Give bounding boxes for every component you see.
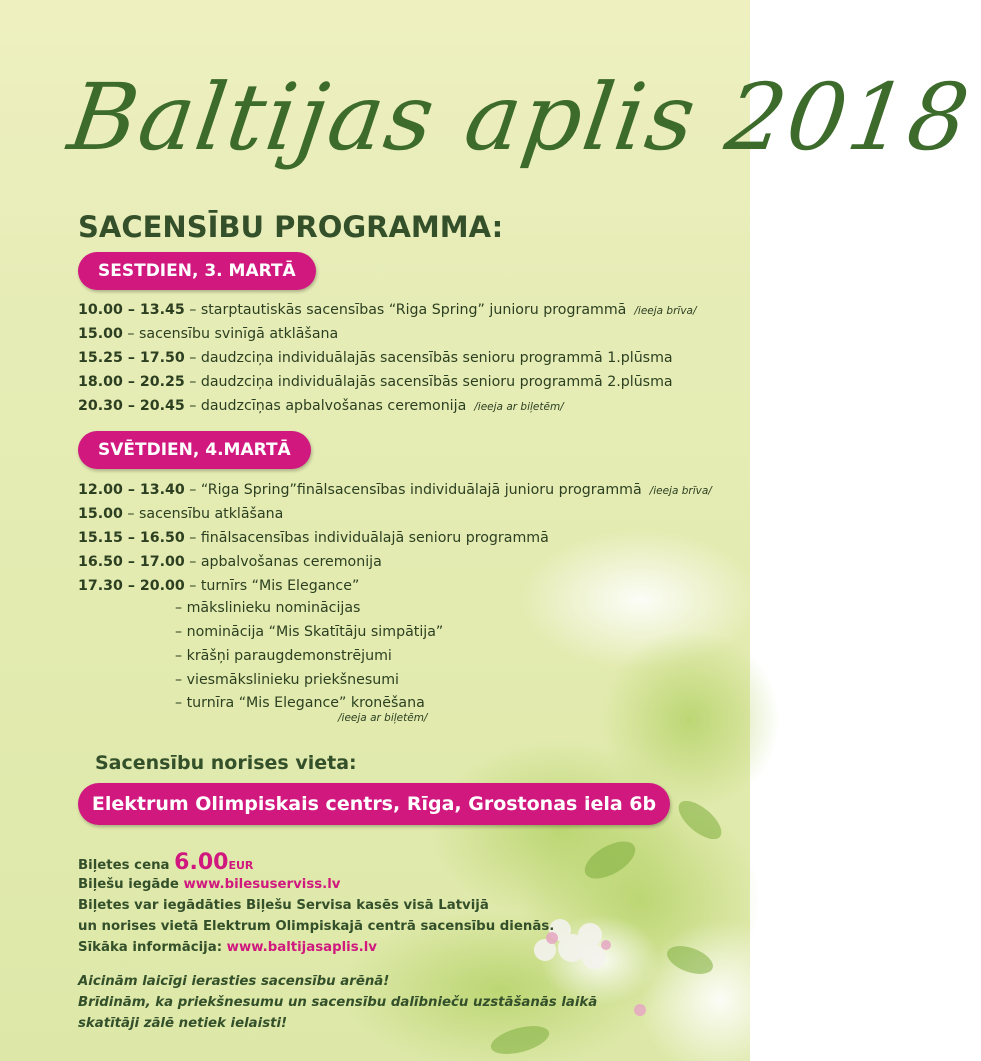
ticket-purchase: Biļešu iegāde www.bilesuserviss.lv xyxy=(78,877,341,892)
more-info: Sīkāka informācija: www.baltijasaplis.lv xyxy=(78,940,377,955)
schedule-row: 10.00 – 13.45 – starptautiskās sacensības “Riga Spring” junioru programmā /ieeja brīva/ xyxy=(78,302,697,318)
notice-line: skatītāji zālē netiek ielaisti! xyxy=(78,1016,288,1031)
schedule-row: 16.50 – 17.00 – apbalvošanas ceremonija xyxy=(78,554,382,570)
ticket-entry-note: /ieeja ar biļetēm/ xyxy=(338,712,428,724)
day2-badge: SVĒTDIEN, 4.MARTĀ xyxy=(78,431,311,469)
program-sub-item: – turnīra “Mis Elegance” kronēšana xyxy=(175,695,425,711)
notice-line: Aicinām laicīgi ierasties sacensību arēnā! xyxy=(78,974,390,989)
price-value: 6.00 xyxy=(174,850,229,875)
website-link[interactable]: www.baltijasaplis.lv xyxy=(226,940,377,955)
schedule-row: 15.25 – 17.50 – daudzciņa individuālajās sacensībās senioru programmā 1.plūsma xyxy=(78,350,673,366)
program-sub-item: – krāšņi paraugdemonstrējumi xyxy=(175,648,392,664)
program-sub-item: – mākslinieku nominācijas xyxy=(175,600,361,616)
day1-badge: SESTDIEN, 3. MARTĀ xyxy=(78,252,316,290)
program-sub-item: – viesmākslinieku priekšnesumi xyxy=(175,672,399,688)
venue-badge: Elektrum Olimpiskais centrs, Rīga, Grostonas iela 6b xyxy=(78,783,670,825)
poster-title: Baltijas aplis 2018 xyxy=(62,64,977,171)
program-sub-item: – nominācija “Mis Skatītāju simpātija” xyxy=(175,624,444,640)
schedule-row: 12.00 – 13.40 – “Riga Spring”finālsacensības individuālajā junioru programmā /ieeja brīva/ xyxy=(78,482,712,498)
ticket-link[interactable]: www.bilesuserviss.lv xyxy=(183,877,341,892)
ticket-info-line: Biļetes var iegādāties Biļešu Servisa kasēs visā Latvijā xyxy=(78,898,489,913)
ticket-price: Biļetes cena 6.00EUR xyxy=(78,850,254,875)
schedule-row: 18.00 – 20.25 – daudzciņa individuālajās sacensībās senioru programmā 2.plūsma xyxy=(78,374,673,390)
schedule-row: 20.30 – 20.45 – daudzcīņas apbalvošanas ceremonija /ieeja ar biļetēm/ xyxy=(78,398,564,414)
price-currency: EUR xyxy=(228,859,254,872)
ticket-info-line: un norises vietā Elektrum Olimpiskajā centrā sacensību dienās. xyxy=(78,919,555,934)
schedule-row: 15.00 – sacensību atklāšana xyxy=(78,506,284,522)
schedule-row: 15.15 – 16.50 – finālsacensības individuālajā senioru programmā xyxy=(78,530,549,546)
program-heading: SACENSĪBU PROGRAMMA: xyxy=(78,210,504,244)
notice-line: Brīdinām, ka priekšnesumu un sacensību dalībnieču uzstāšanās laikā xyxy=(78,995,598,1010)
schedule-row: 17.30 – 20.00 – turnīrs “Mis Elegance” xyxy=(78,578,360,594)
schedule-row: 15.00 – sacensību svinīgā atklāšana xyxy=(78,326,339,342)
venue-label: Sacensību norises vieta: xyxy=(95,752,357,774)
